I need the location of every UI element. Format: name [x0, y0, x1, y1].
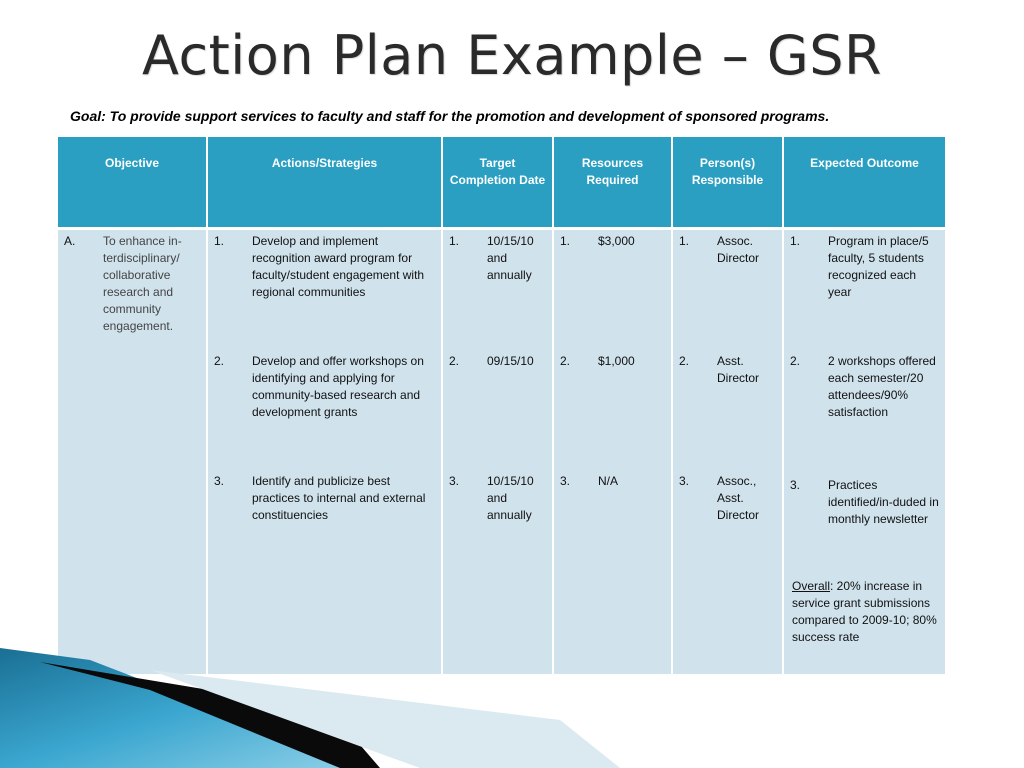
resource-text: $3,000: [598, 234, 635, 248]
action-number: 2.: [214, 354, 225, 368]
action-text: Develop and implement recognition award program for faculty/student engagement with regional communities: [252, 234, 425, 299]
header-outcome: Expected Outcome: [783, 137, 945, 229]
outcome-number: 1.: [790, 234, 801, 248]
header-target-date: Target Completion Date: [442, 137, 553, 229]
outcome-number: 3.: [790, 478, 801, 492]
table-header-row: [58, 137, 945, 229]
header-objective: Objective: [58, 137, 207, 229]
resource-number: 1.: [560, 234, 571, 248]
resource-text: $1,000: [598, 354, 635, 368]
resource-text: N/A: [598, 474, 619, 488]
date-number: 3.: [449, 474, 460, 488]
person-number: 3.: [679, 474, 690, 488]
slide-title: Action Plan Example – GSR: [141, 24, 883, 87]
action-text: Develop and offer workshops on identifying and applying for community-based research and development grants: [252, 354, 424, 419]
date-number: 2.: [449, 354, 460, 368]
date-number: 1.: [449, 234, 460, 248]
date-text: 10/15/10 and annually: [487, 234, 534, 282]
overall-text: : 20% increase in service grant submissions compared to 2009-10; 80% success rate: [792, 579, 937, 644]
outcome-text: Program in place/5 faculty, 5 students recognized each year: [828, 234, 929, 299]
action-text: Identify and publicize best practices to internal and external constituencies: [252, 474, 426, 522]
outcome-text: 2 workshops offered each semester/20 attendees/90% satisfaction: [828, 354, 936, 419]
date-text: 10/15/10 and annually: [487, 474, 534, 522]
action-number: 3.: [214, 474, 225, 488]
outcome-number: 2.: [790, 354, 801, 368]
outcome-text: Practices identified/in-duded in monthly newsletter: [828, 478, 939, 526]
action-number: 1.: [214, 234, 225, 248]
corner-swoosh-decoration: [0, 600, 1024, 768]
person-text: Asst. Director: [717, 354, 760, 385]
goal-statement: Goal: To provide support services to faculty and staff for the promotion and development of sponsored programs.: [70, 108, 830, 124]
person-number: 2.: [679, 354, 690, 368]
person-text: Assoc., Asst. Director: [717, 474, 760, 522]
overall-label: Overall: [792, 579, 831, 593]
resource-number: 2.: [560, 354, 571, 368]
date-text: 09/15/10: [487, 354, 534, 368]
person-number: 1.: [679, 234, 690, 248]
objective-number: A.: [64, 234, 76, 248]
person-text: Assoc. Director: [717, 234, 760, 265]
action-plan-table: [58, 137, 945, 674]
resource-number: 3.: [560, 474, 571, 488]
objective-text: To enhance in-terdisciplinary/ collaborative research and community engagement.: [103, 234, 182, 333]
header-actions: Actions/Strategies: [207, 137, 442, 229]
header-persons: Person(s) Responsible: [672, 137, 783, 229]
header-resources: Resources Required: [553, 137, 672, 229]
